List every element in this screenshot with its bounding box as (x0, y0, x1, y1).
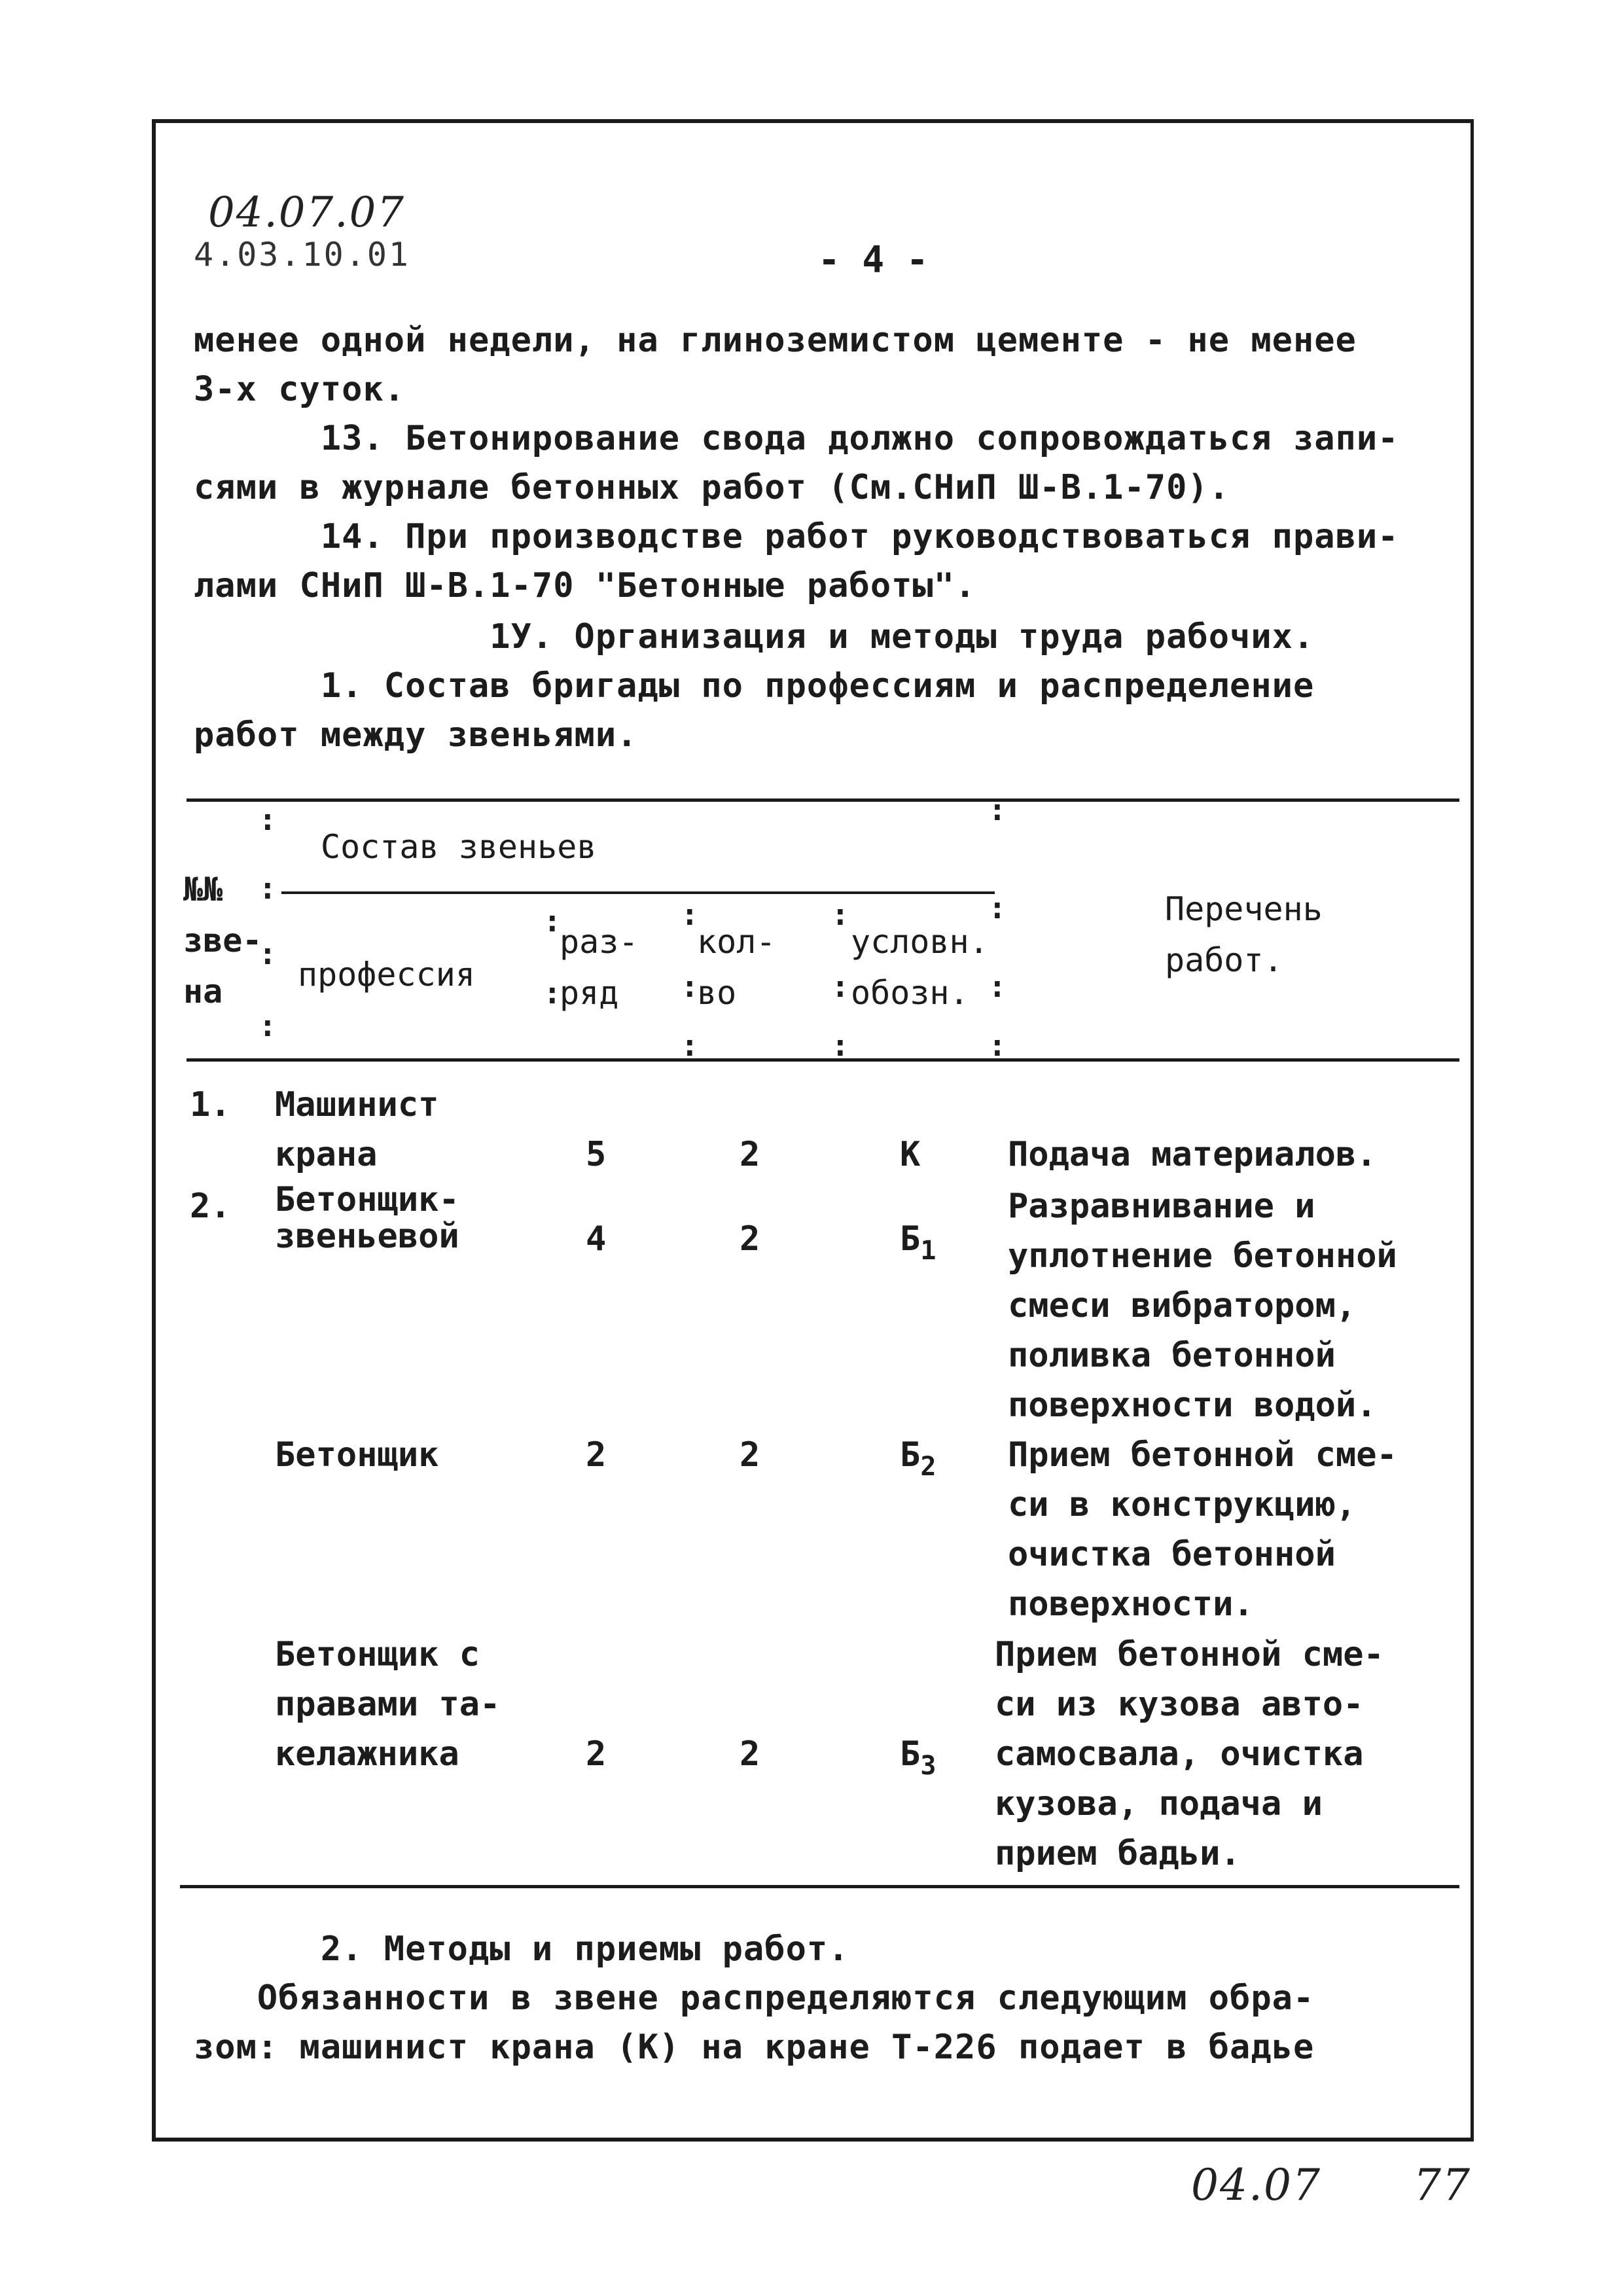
body-line-1: менее одной недели, на глиноземистом цементе - не менее (194, 321, 1357, 360)
row-symbol: $Б_3$ (900, 1734, 936, 1781)
column-separator: : (988, 792, 1007, 827)
header-count: кол- во (697, 923, 776, 1012)
column-separator: : (681, 1028, 699, 1063)
column-separator: : (831, 969, 849, 1004)
column-separator: : (259, 870, 277, 906)
row-number: 1. (190, 1085, 231, 1124)
table-bottom-rule (180, 1885, 1459, 1888)
row-profession: Бетонщик- звеньевой (275, 1180, 459, 1256)
row-profession: Машинист крана (275, 1085, 439, 1174)
row-count: 2 (740, 1435, 760, 1475)
body-line-4: сями в журнале бетонных работ (См.СНиП Ш-В.1-70). (194, 468, 1230, 507)
after-line-2: Обязанности в звене распределяются следующим обра- (194, 1979, 1315, 2018)
row-count: 2 (740, 1734, 760, 1774)
handwritten-page-number: 77 (1414, 2160, 1471, 2210)
row-grade: 2 (586, 1435, 607, 1475)
row-number: 2. (190, 1187, 231, 1226)
table-top-rule (187, 798, 1459, 802)
column-separator: : (988, 890, 1007, 925)
column-separator: : (681, 969, 699, 1004)
document-code: 4.03.10.01 (194, 236, 411, 274)
row-grade: 4 (586, 1219, 607, 1259)
handwritten-code: 04.07.07 (208, 188, 405, 237)
column-separator: : (988, 1028, 1007, 1063)
row-work: Прием бетонной сме- си из кузова авто- самосвала, очистка кузова, подача и прием бадьи. (995, 1635, 1384, 1873)
column-separator: : (988, 969, 1007, 1004)
header-unit-number: №№ зве- на (183, 870, 262, 1011)
row-symbol: $Б_2$ (900, 1435, 936, 1482)
column-separator: : (681, 897, 699, 932)
body-line-5: 14. При производстве работ руководствоваться прави- (194, 517, 1399, 556)
header-profession: профессия (298, 956, 475, 994)
header-symbol: условн. обозн. (851, 923, 989, 1012)
section-heading: 1У. Организация и методы труда рабочих. (194, 617, 1315, 656)
column-separator: : (259, 1008, 277, 1043)
column-separator: : (543, 903, 562, 939)
body-line-8: 1. Состав бригады по профессиям и распределение (194, 666, 1315, 706)
row-work: Прием бетонной сме- си в конструкцию, очистка бетонной поверхности. (1008, 1435, 1397, 1624)
body-line-9: работ между звеньями. (194, 715, 638, 755)
after-line-3: зом: машинист крана (К) на кране Т-226 подает в бадье (194, 2028, 1315, 2067)
body-line-3: 13. Бетонирование свода должно сопровождаться запи- (194, 419, 1399, 458)
row-grade: 5 (586, 1135, 607, 1174)
row-grade: 2 (586, 1734, 607, 1774)
row-work: Разравнивание и уплотнение бетонной смеси вибратором, поливка бетонной поверхности водой. (1008, 1187, 1397, 1425)
page-number: - 4 - (818, 239, 929, 281)
subsection-heading: 2. Методы и приемы работ. (194, 1929, 849, 1969)
table-header-rule (187, 1058, 1459, 1062)
handwritten-ref: 04.07 (1191, 2160, 1321, 2210)
row-count: 2 (740, 1219, 760, 1259)
column-separator: : (259, 802, 277, 837)
column-separator: : (259, 936, 277, 971)
column-separator: : (543, 975, 562, 1011)
header-group-composition: Состав звеньев (321, 828, 597, 866)
body-line-2: 3-х суток. (194, 370, 406, 409)
row-symbol: $Б_1$ (900, 1219, 936, 1266)
column-separator: : (831, 1028, 849, 1063)
table-group-rule (281, 891, 995, 894)
row-count: 2 (740, 1135, 760, 1174)
header-grade: раз- ряд (560, 923, 639, 1012)
row-profession: Бетонщик (275, 1435, 439, 1475)
header-work-list: Перечень работ. (1165, 890, 1323, 979)
row-work: Подача материалов. (1008, 1135, 1377, 1174)
body-line-6: лами СНиП Ш-В.1-70 "Бетонные работы". (194, 566, 976, 605)
row-symbol: К (900, 1135, 921, 1174)
row-profession: Бетонщик с правами та- келажника (275, 1635, 501, 1774)
column-separator: : (831, 897, 849, 932)
